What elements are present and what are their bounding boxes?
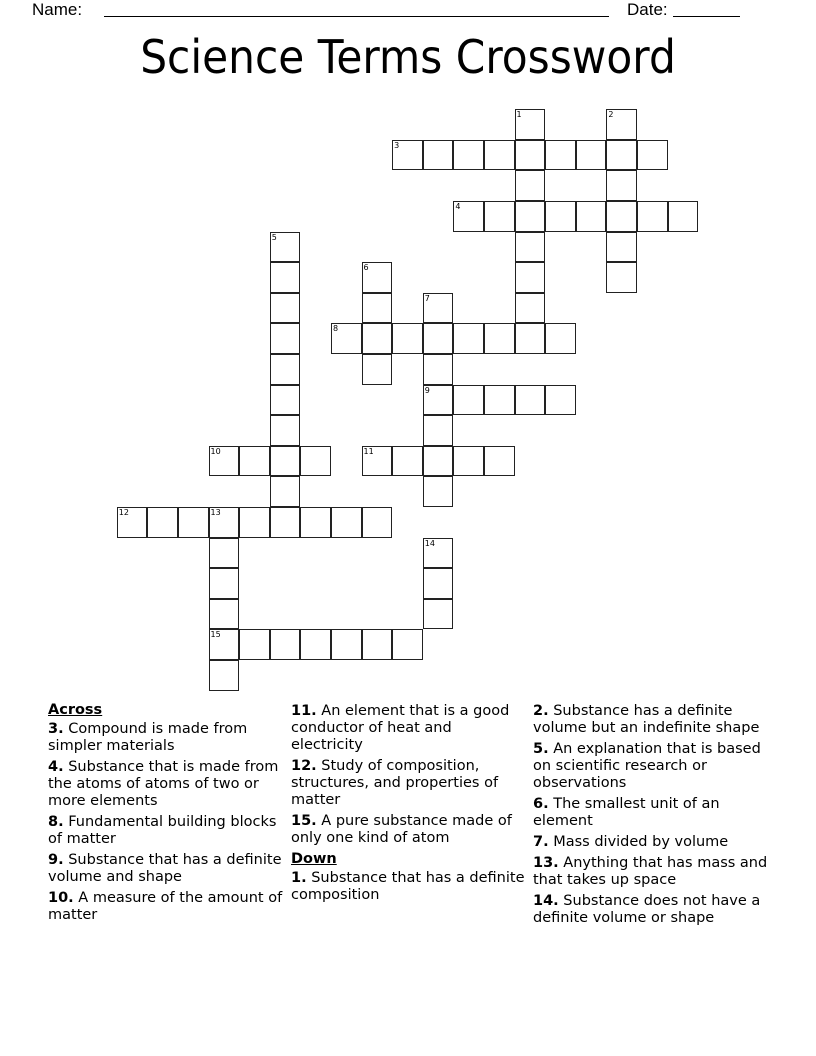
clue-text: The smallest unit of an element [533, 796, 720, 829]
across-clue [291, 813, 526, 847]
crossword-cell[interactable] [484, 140, 515, 171]
clue-number: 15 [210, 630, 221, 640]
clue-number: 15. [291, 813, 317, 829]
clue-number: 9. [48, 852, 64, 868]
clue-text: Substance does not have a definite volume or shape [533, 893, 761, 926]
crossword-cell[interactable] [239, 446, 270, 477]
clue-number: 5. [533, 741, 549, 757]
clue-text: An explanation that is based on scientific research or observations [533, 741, 761, 791]
clue-number: 3 [394, 140, 400, 150]
crossword-cell[interactable] [545, 385, 576, 416]
down-clue [533, 796, 768, 830]
crossword-cell[interactable] [331, 507, 362, 538]
page-title: Science Terms Crossword [140, 30, 676, 84]
crossword-cell[interactable] [147, 507, 178, 538]
crossword-cell[interactable] [515, 140, 546, 171]
clue-text: A pure substance made of only one kind of atom [291, 813, 512, 846]
across-clue [48, 890, 283, 924]
crossword-cell[interactable] [331, 323, 362, 354]
crossword-cell[interactable] [117, 507, 148, 538]
crossword-cell[interactable] [606, 232, 637, 263]
crossword-cell[interactable] [239, 629, 270, 660]
crossword-cell[interactable] [423, 476, 454, 507]
clue-text: An element that is a good conductor of heat and electricity [291, 703, 510, 753]
clue-number: 6 [363, 263, 369, 273]
crossword-cell[interactable] [270, 385, 301, 416]
clue-text: Fundamental building blocks of matter [48, 814, 277, 847]
crossword-cell[interactable] [209, 599, 240, 630]
crossword-cell[interactable] [209, 538, 240, 569]
crossword-cell[interactable] [484, 446, 515, 477]
clue-text: Mass divided by volume [553, 834, 729, 850]
down-clue [533, 834, 768, 851]
name-label: Name: [32, 0, 83, 19]
crossword-cell[interactable] [392, 446, 423, 477]
clue-number: 6. [533, 796, 549, 812]
crossword-cell[interactable] [484, 385, 515, 416]
crossword-cell[interactable] [270, 476, 301, 507]
crossword-cell[interactable] [515, 201, 546, 232]
crossword-cell[interactable] [423, 354, 454, 385]
crossword-cell[interactable] [331, 629, 362, 660]
crossword-cell[interactable] [423, 446, 454, 477]
crossword-cell[interactable] [484, 201, 515, 232]
clue-number: 10. [48, 890, 74, 906]
clue-number: 7. [533, 834, 549, 850]
crossword-cell[interactable] [362, 507, 393, 538]
crossword-cell[interactable] [362, 293, 393, 324]
crossword-cell[interactable] [576, 201, 607, 232]
across-clue [48, 759, 283, 810]
clue-number: 11. [291, 703, 317, 719]
clue-text: A measure of the amount of matter [48, 890, 283, 923]
crossword-cell[interactable] [515, 293, 546, 324]
crossword-cell[interactable] [423, 538, 454, 569]
across-clue [291, 703, 526, 754]
clue-text: Study of composition, structures, and properties of matter [291, 758, 499, 808]
clue-number: 2 [608, 110, 614, 120]
clue-number: 9 [424, 385, 430, 395]
crossword-cell[interactable] [392, 629, 423, 660]
crossword-cell[interactable] [606, 109, 637, 140]
down-clue [533, 855, 768, 889]
crossword-cell[interactable] [362, 446, 393, 477]
crossword-cell[interactable] [637, 201, 668, 232]
crossword-cell[interactable] [453, 140, 484, 171]
clue-number: 1 [516, 110, 522, 120]
crossword-cell[interactable] [515, 262, 546, 293]
crossword-cell[interactable] [270, 323, 301, 354]
crossword-cell[interactable] [209, 660, 240, 691]
crossword-cell[interactable] [423, 385, 454, 416]
down-clue [533, 893, 768, 927]
clue-number: 13. [533, 855, 559, 871]
clue-number: 14. [533, 893, 559, 909]
crossword-cell[interactable] [270, 446, 301, 477]
clue-number: 4. [48, 759, 64, 775]
down-heading: Down [291, 851, 337, 867]
crossword-cell[interactable] [453, 446, 484, 477]
clue-number: 8 [332, 324, 339, 334]
clue-number: 4 [455, 202, 461, 212]
clues-column-3 [533, 703, 768, 931]
clue-number: 3. [48, 721, 64, 737]
down-clue [533, 703, 768, 737]
clue-number: 12. [291, 758, 317, 774]
crossword-cell[interactable] [545, 140, 576, 171]
crossword-cell[interactable] [209, 568, 240, 599]
across-clue [48, 852, 283, 886]
crossword-cell[interactable] [423, 568, 454, 599]
clue-number: 7 [424, 293, 430, 303]
crossword-cell[interactable] [270, 507, 301, 538]
crossword-cell[interactable] [270, 293, 301, 324]
clue-number: 8. [48, 814, 64, 830]
crossword-cell[interactable] [300, 507, 331, 538]
down-clue [533, 741, 768, 792]
crossword-cell[interactable] [362, 262, 393, 293]
crossword-cell[interactable] [606, 170, 637, 201]
clue-text: Substance that has a definite composition [291, 870, 525, 903]
clue-text: Substance that is made from the atoms of atoms of two or more elements [48, 759, 279, 809]
crossword-cell[interactable] [423, 323, 454, 354]
crossword-cell[interactable] [484, 323, 515, 354]
crossword-cell[interactable] [423, 599, 454, 630]
down-clue [291, 870, 526, 904]
crossword-cell[interactable] [423, 415, 454, 446]
crossword-cell[interactable] [606, 201, 637, 232]
crossword-cell[interactable] [515, 323, 546, 354]
clue-number: 5 [271, 232, 277, 242]
clue-number: 1. [291, 870, 307, 886]
crossword-cell[interactable] [515, 385, 546, 416]
clue-text: Substance that has a definite volume and shape [48, 852, 282, 885]
crossword-cell[interactable] [423, 140, 454, 171]
crossword-cell[interactable] [362, 323, 393, 354]
crossword-cell[interactable] [209, 629, 240, 660]
crossword-cell[interactable] [270, 415, 301, 446]
clue-number: 2. [533, 703, 549, 719]
clue-text: Anything that has mass and that takes up space [533, 855, 768, 888]
crossword-cell[interactable] [668, 201, 699, 232]
crossword-cell[interactable] [270, 629, 301, 660]
crossword-cell[interactable] [209, 446, 240, 477]
crossword-cell[interactable] [453, 323, 484, 354]
clue-number: 10 [210, 446, 221, 456]
crossword-cell[interactable] [515, 232, 546, 263]
clue-number: 11 [363, 446, 374, 456]
across-clue [291, 758, 526, 809]
crossword-cell[interactable] [576, 140, 607, 171]
across-clue [48, 721, 283, 755]
clues-column-1 [48, 702, 283, 928]
clue-number: 14 [424, 538, 435, 548]
crossword-cell[interactable] [423, 293, 454, 324]
crossword-cell[interactable] [209, 507, 240, 538]
clues-column-2 [291, 703, 526, 908]
crossword-cell[interactable] [545, 201, 576, 232]
crossword-cell[interactable] [270, 262, 301, 293]
clue-text: Compound is made from simpler materials [48, 721, 248, 754]
crossword-cell[interactable] [392, 323, 423, 354]
crossword-cell[interactable] [270, 354, 301, 385]
crossword-cell[interactable] [178, 507, 209, 538]
across-clue [48, 814, 283, 848]
crossword-cell[interactable] [515, 109, 546, 140]
crossword-cell[interactable] [270, 232, 301, 263]
crossword-cell[interactable] [545, 323, 576, 354]
crossword-cell[interactable] [392, 140, 423, 171]
date-label: Date: [627, 0, 668, 19]
crossword-cell[interactable] [300, 629, 331, 660]
crossword-cell[interactable] [453, 385, 484, 416]
crossword-cell[interactable] [606, 140, 637, 171]
clue-number: 12 [118, 508, 129, 518]
crossword-cell[interactable] [362, 629, 393, 660]
crossword-cell[interactable] [453, 201, 484, 232]
crossword-cell[interactable] [606, 262, 637, 293]
crossword-cell[interactable] [637, 140, 668, 171]
across-heading: Across [48, 702, 103, 718]
clue-number: 13 [210, 508, 221, 518]
crossword-cell[interactable] [300, 446, 331, 477]
crossword-cell[interactable] [362, 354, 393, 385]
crossword-cell[interactable] [515, 170, 546, 201]
crossword-cell[interactable] [239, 507, 270, 538]
clue-text: Substance has a definite volume but an indefinite shape [533, 703, 760, 736]
